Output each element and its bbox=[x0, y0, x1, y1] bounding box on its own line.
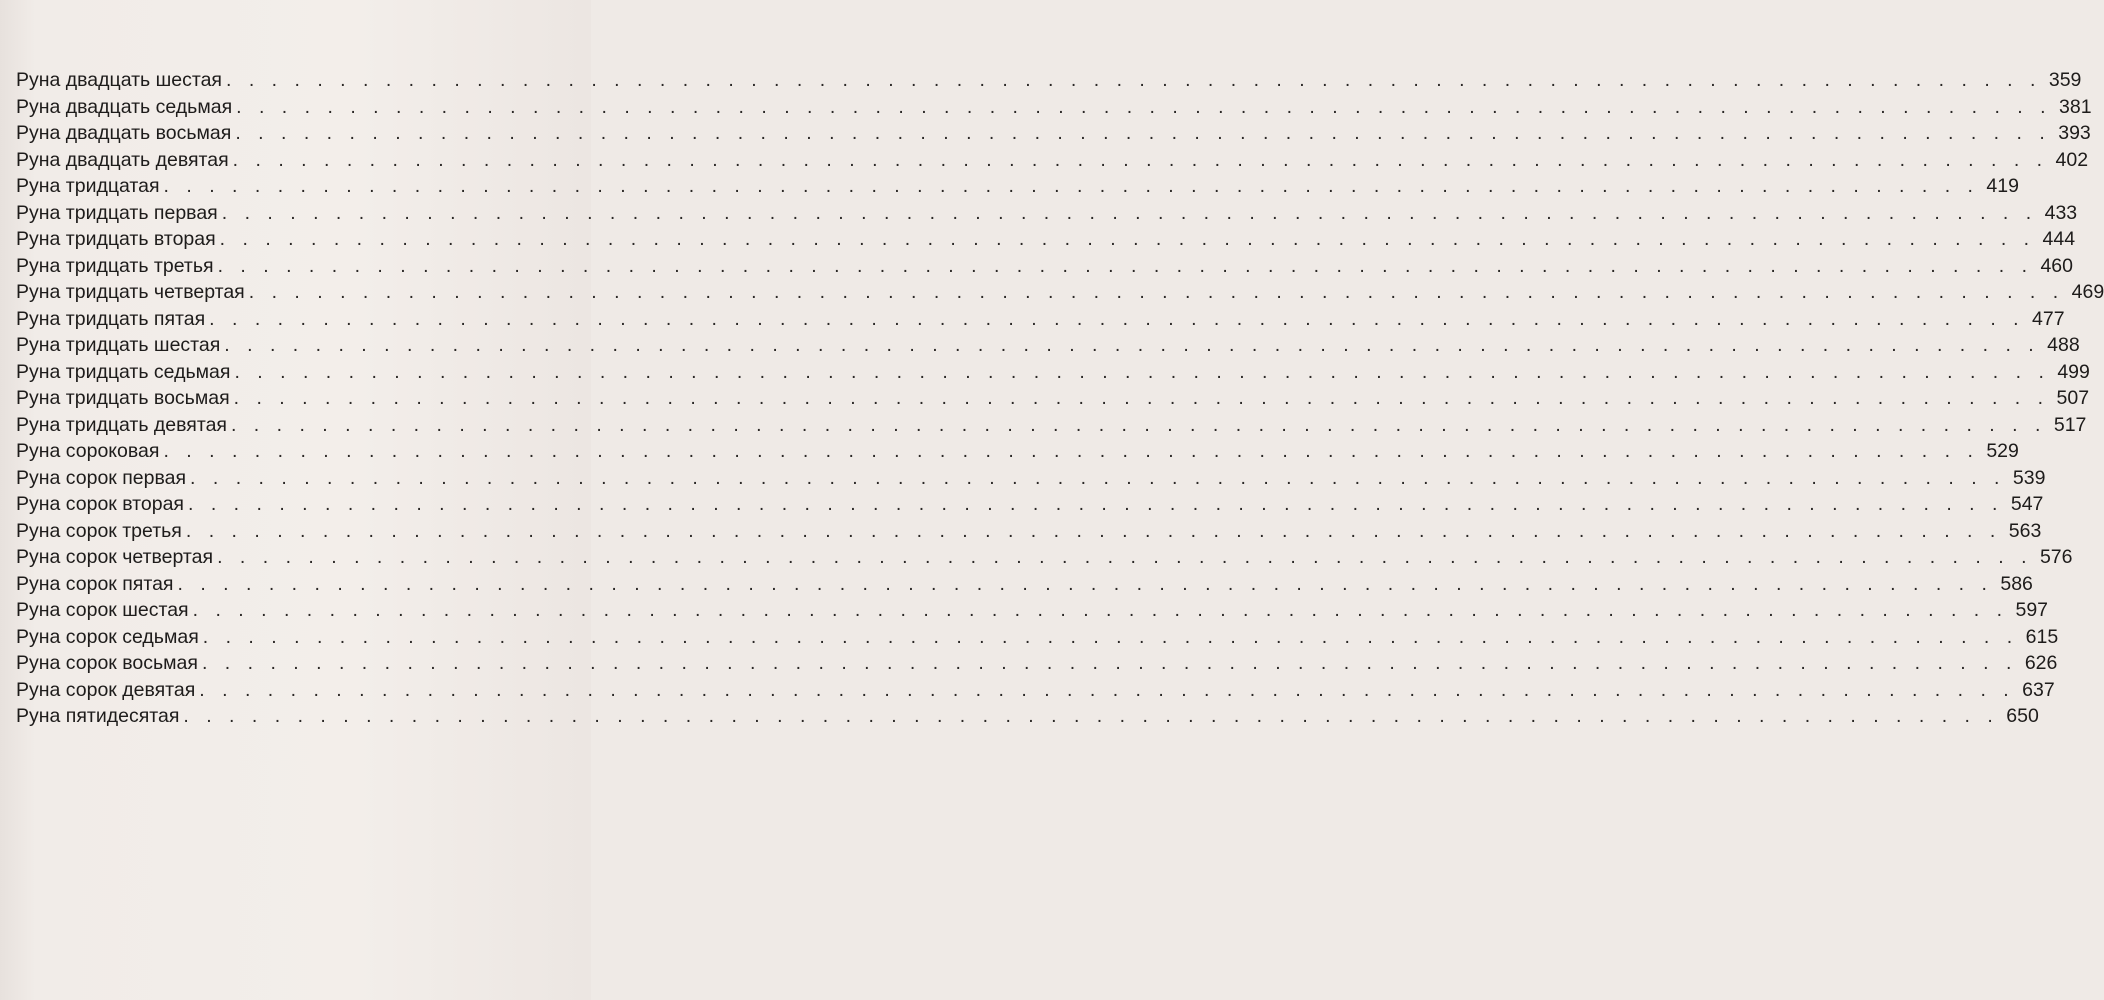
toc-entry-title: Руна сорок девятая bbox=[16, 678, 196, 701]
toc-entry-title: Руна тридцать четвертая bbox=[16, 281, 245, 303]
toc-entry-page: 507 bbox=[2056, 387, 2090, 409]
toc-entry bbox=[16, 94, 2092, 121]
dot-leader: . . . . . . . . . . . . . . . . . . . . . . . . . . . . . . . . . . . . . . . . . . . . . . . . . . . . . . . . . . . . . . . . . . . . . . . . . . . . . . . . bbox=[225, 69, 2042, 91]
dot-leader: . . . . . . . . . . . . . . . . . . . . . . . . . . . . . . . . . . . . . . . . . . . . . . . . . . . . . . . . . . . . . . . . . . . . . . . . . . . . . . . . bbox=[192, 599, 2009, 621]
toc-entry-page: 597 bbox=[2015, 599, 2049, 621]
toc-entry bbox=[16, 544, 2073, 571]
toc-entry-title: Руна сорок вторая bbox=[16, 493, 184, 515]
toc-entry bbox=[16, 491, 2044, 518]
toc-entry bbox=[16, 67, 2082, 94]
toc-entry bbox=[16, 465, 2046, 492]
toc-entry bbox=[16, 571, 2033, 598]
toc-entry bbox=[16, 385, 2090, 412]
toc-entry bbox=[16, 624, 2059, 651]
toc-entry bbox=[16, 438, 2019, 465]
toc-entry-title: Руна тридцать третья bbox=[16, 254, 214, 277]
toc-entry-page: 402 bbox=[2055, 148, 2089, 171]
toc-entry-page: 586 bbox=[2000, 572, 2033, 595]
toc-entry-title: Руна сорок седьмая bbox=[16, 625, 199, 648]
toc-entry-page: 539 bbox=[2012, 466, 2046, 489]
toc-entry-page: 615 bbox=[2025, 625, 2059, 648]
toc-entry-title: Руна сорок пятая bbox=[16, 572, 174, 595]
toc-entry bbox=[16, 677, 2055, 704]
dot-leader: . . . . . . . . . . . . . . . . . . . . . . . . . . . . . . . . . . . . . . . . . . . . . . . . . . . . . . . . . . . . . . . . . . . . . . . . . . . . . . . . bbox=[177, 572, 1993, 595]
toc-entry-title: Руна тридцать девятая bbox=[16, 413, 227, 436]
toc-entry bbox=[16, 147, 2089, 174]
toc-entry-page: 499 bbox=[2057, 360, 2090, 383]
toc-entry-title: Руна пятидесятая bbox=[16, 705, 180, 727]
toc-entry-title: Руна тридцать пятая bbox=[16, 307, 206, 330]
toc-entry bbox=[16, 173, 2019, 200]
toc-entry-title: Руна двадцать девятая bbox=[16, 148, 229, 171]
dot-leader: . . . . . . . . . . . . . . . . . . . . . . . . . . . . . . . . . . . . . . . . . . . . . . . . . . . . . . . . . . . . . . . . . . . . . . . . . . . . . . . . bbox=[235, 122, 2051, 144]
toc-entry-title: Руна тридцать первая bbox=[16, 201, 218, 224]
toc-entry-title: Руна двадцать шестая bbox=[16, 69, 222, 91]
toc-entry-page: 517 bbox=[2053, 413, 2087, 436]
toc-entry-page: 576 bbox=[2039, 546, 2073, 568]
toc-entry-title: Руна тридцать вторая bbox=[16, 228, 216, 250]
toc-entry-title: Руна сорок четвертая bbox=[16, 546, 214, 568]
toc-entry-title: Руна сорок третья bbox=[16, 519, 182, 542]
toc-entry bbox=[16, 253, 2073, 280]
toc-entry bbox=[16, 597, 2049, 624]
toc-entry bbox=[16, 518, 2042, 545]
toc-entry-page: 469 bbox=[2071, 281, 2104, 303]
toc-entry bbox=[16, 332, 2080, 359]
toc-entry-title: Руна сорок восьмая bbox=[16, 652, 198, 674]
toc-entry-title: Руна сороковая bbox=[16, 440, 160, 462]
dot-leader: . . . . . . . . . . . . . . . . . . . . . . . . . . . . . . . . . . . . . . . . . . . . . . . . . . . . . . . . . . . . . . . . . . . . . . . . . . . . . . . . bbox=[234, 360, 2050, 383]
toc-entry-page: 419 bbox=[1986, 175, 2019, 197]
dot-leader: . . . . . . . . . . . . . . . . . . . . . . . . . . . . . . . . . . . . . . . . . . . . . . . . . . . . . . . . . . . . . . . . . . . . . . . . . . . . . . . . bbox=[221, 201, 2038, 224]
toc-entry-page: 488 bbox=[2047, 334, 2080, 356]
toc-entry-title: Руна тридцать восьмая bbox=[16, 387, 230, 409]
toc-entry-page: 444 bbox=[2042, 228, 2076, 250]
dot-leader: . . . . . . . . . . . . . . . . . . . . . . . . . . . . . . . . . . . . . . . . . . . . . . . . . . . . . . . . . . . . . . . . . . . . . . . . . . . . . . . . bbox=[233, 387, 2050, 409]
toc-entry-page: 563 bbox=[2008, 519, 2042, 542]
dot-leader: . . . . . . . . . . . . . . . . . . . . . . . . . . . . . . . . . . . . . . . . . . . . . . . . . . . . . . . . . . . . . . . . . . . . . . . . . . . . . . . . bbox=[217, 546, 2033, 568]
dot-leader: . . . . . . . . . . . . . . . . . . . . . . . . . . . . . . . . . . . . . . . . . . . . . . . . . . . . . . . . . . . . . . . . . . . . . . . . . . . . . . . . bbox=[163, 175, 1979, 197]
toc-entry bbox=[16, 120, 2091, 147]
table-of-contents bbox=[16, 67, 2104, 730]
dot-leader: . . . . . . . . . . . . . . . . . . . . . . . . . . . . . . . . . . . . . . . . . . . . . . . . . . . . . . . . . . . . . . . . . . . . . . . . . . . . . . . . bbox=[187, 493, 2004, 515]
toc-entry bbox=[16, 279, 2104, 306]
toc-entry bbox=[16, 412, 2087, 439]
dot-leader: . . . . . . . . . . . . . . . . . . . . . . . . . . . . . . . . . . . . . . . . . . . . . . . . . . . . . . . . . . . . . . . . . . . . . . . . . . . . . . . . bbox=[183, 705, 1999, 727]
toc-entry-title: Руна тридцать шестая bbox=[16, 334, 221, 356]
dot-leader: . . . . . . . . . . . . . . . . . . . . . . . . . . . . . . . . . . . . . . . . . . . . . . . . . . . . . . . . . . . . . . . . . . . . . . . . . . . . . . . . bbox=[199, 678, 2015, 701]
dot-leader: . . . . . . . . . . . . . . . . . . . . . . . . . . . . . . . . . . . . . . . . . . . . . . . . . . . . . . . . . . . . . . . . . . . . . . . . . . . . . . . . bbox=[232, 148, 2049, 171]
dot-leader: . . . . . . . . . . . . . . . . . . . . . . . . . . . . . . . . . . . . . . . . . . . . . . . . . . . . . . . . . . . . . . . . . . . . . . . . . . . . . . . . bbox=[224, 334, 2040, 356]
toc-entry-page: 433 bbox=[2044, 201, 2078, 224]
toc-entry bbox=[16, 359, 2090, 386]
dot-leader: . . . . . . . . . . . . . . . . . . . . . . . . . . . . . . . . . . . . . . . . . . . . . . . . . . . . . . . . . . . . . . . . . . . . . . . . . . . . . . . . bbox=[248, 281, 2065, 303]
dot-leader: . . . . . . . . . . . . . . . . . . . . . . . . . . . . . . . . . . . . . . . . . . . . . . . . . . . . . . . . . . . . . . . . . . . . . . . . . . . . . . . . bbox=[163, 440, 1979, 462]
toc-entry-title: Руна двадцать седьмая bbox=[16, 95, 233, 118]
dot-leader: . . . . . . . . . . . . . . . . . . . . . . . . . . . . . . . . . . . . . . . . . . . . . . . . . . . . . . . . . . . . . . . . . . . . . . . . . . . . . . . . bbox=[202, 625, 2019, 648]
toc-entry bbox=[16, 226, 2076, 253]
toc-entry-title: Руна сорок шестая bbox=[16, 599, 189, 621]
toc-entry bbox=[16, 703, 2039, 730]
toc-entry-page: 637 bbox=[2022, 678, 2055, 701]
toc-entry bbox=[16, 200, 2078, 227]
dot-leader: . . . . . . . . . . . . . . . . . . . . . . . . . . . . . . . . . . . . . . . . . . . . . . . . . . . . . . . . . . . . . . . . . . . . . . . . . . . . . . . . bbox=[230, 413, 2047, 436]
dot-leader: . . . . . . . . . . . . . . . . . . . . . . . . . . . . . . . . . . . . . . . . . . . . . . . . . . . . . . . . . . . . . . . . . . . . . . . . . . . . . . . . bbox=[219, 228, 2036, 250]
dot-leader: . . . . . . . . . . . . . . . . . . . . . . . . . . . . . . . . . . . . . . . . . . . . . . . . . . . . . . . . . . . . . . . . . . . . . . . . . . . . . . . . bbox=[190, 466, 2006, 489]
toc-entry-page: 359 bbox=[2048, 69, 2082, 91]
toc-entry-page: 477 bbox=[2032, 307, 2065, 330]
dot-leader: . . . . . . . . . . . . . . . . . . . . . . . . . . . . . . . . . . . . . . . . . . . . . . . . . . . . . . . . . . . . . . . . . . . . . . . . . . . . . . . . bbox=[185, 519, 2002, 542]
toc-entry-page: 547 bbox=[2010, 493, 2044, 515]
toc-entry-page: 381 bbox=[2059, 95, 2092, 118]
toc-entry-page: 393 bbox=[2058, 122, 2091, 144]
toc-entry-title: Руна тридцатая bbox=[16, 175, 160, 197]
toc-entry-title: Руна двадцать восьмая bbox=[16, 122, 232, 144]
toc-entry-page: 650 bbox=[2006, 705, 2039, 727]
toc-entry-title: Руна тридцать седьмая bbox=[16, 360, 231, 383]
dot-leader: . . . . . . . . . . . . . . . . . . . . . . . . . . . . . . . . . . . . . . . . . . . . . . . . . . . . . . . . . . . . . . . . . . . . . . . . . . . . . . . . bbox=[236, 95, 2052, 118]
toc-entry-title: Руна сорок первая bbox=[16, 466, 187, 489]
dot-leader: . . . . . . . . . . . . . . . . . . . . . . . . . . . . . . . . . . . . . . . . . . . . . . . . . . . . . . . . . . . . . . . . . . . . . . . . . . . . . . . . bbox=[209, 307, 2025, 330]
toc-entry-page: 529 bbox=[1986, 440, 2019, 462]
toc-entry bbox=[16, 306, 2065, 333]
toc-entry-page: 626 bbox=[2024, 652, 2058, 674]
toc-entry-page: 460 bbox=[2040, 254, 2073, 277]
dot-leader: . . . . . . . . . . . . . . . . . . . . . . . . . . . . . . . . . . . . . . . . . . . . . . . . . . . . . . . . . . . . . . . . . . . . . . . . . . . . . . . . bbox=[201, 652, 2018, 674]
dot-leader: . . . . . . . . . . . . . . . . . . . . . . . . . . . . . . . . . . . . . . . . . . . . . . . . . . . . . . . . . . . . . . . . . . . . . . . . . . . . . . . . bbox=[217, 254, 2033, 277]
toc-entry bbox=[16, 650, 2058, 677]
